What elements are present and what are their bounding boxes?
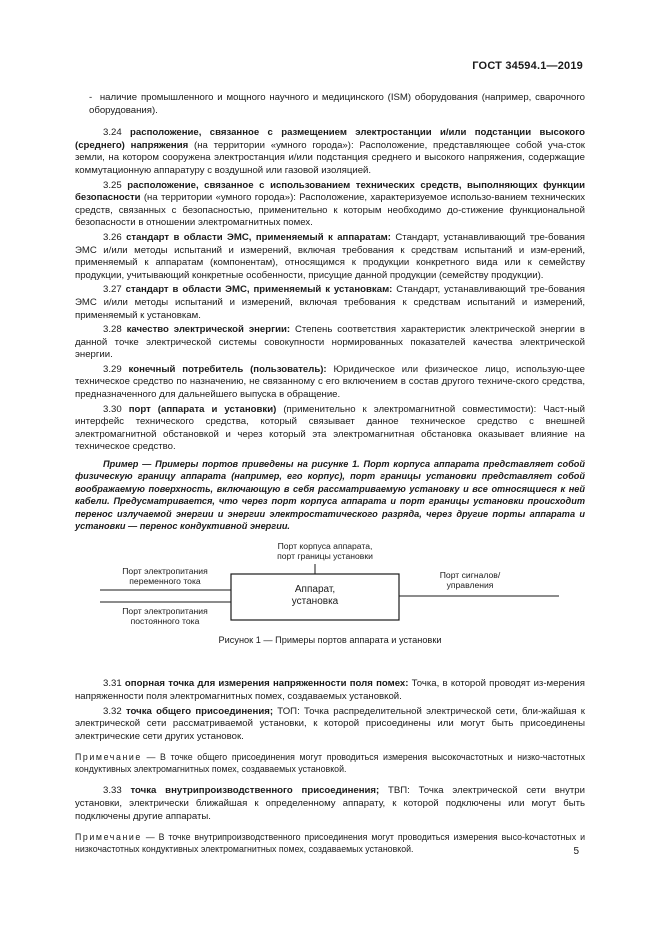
definition-number: 3.26: [103, 231, 122, 243]
definition-3-27: [75, 284, 585, 322]
definition-number: 3.30: [103, 403, 122, 415]
note-1-label: Примечание: [75, 752, 142, 763]
apparatus-label: Аппарат, установка: [291, 584, 339, 608]
intro-bullet-paragraph: [75, 92, 585, 117]
note-2-label: Примечание: [75, 832, 142, 843]
definition-text: Степень соответствия характеристик электрической энергии в данной точке электрической системы совокупности нормированных показателей качества электрической энергии.: [75, 324, 585, 361]
bullet-mark: -: [89, 92, 93, 103]
definition-term: качество электрической энергии:: [126, 324, 291, 336]
note-1: [75, 751, 585, 775]
definition-term: стандарт в области ЭМС, применяемый к аппаратам:: [126, 231, 391, 243]
enclosure-port-label: Порт корпуса аппарата, порт границы установки: [277, 541, 373, 562]
definition-term: точка внутрипроизводственного присоединения;: [130, 785, 380, 797]
definition-term: опорная точка для измерения напряженности поля помех:: [124, 678, 409, 690]
definition-number: 3.24: [103, 127, 122, 139]
definition-text: ТОП: Точка распределительной электрической сети, бли-жайшая к электрической сети рассматриваемой установки, к которой присоединены или могут быть присоединены электрические сети других установок.: [75, 705, 585, 742]
definition-3-32: [75, 706, 585, 744]
example-paragraph: Пример — Примеры портов приведены на рисунке 1. Порт корпуса аппарата представляет собой физическую границу аппарата (например, его корпус), порт границы установки представляет собой воображаемую поверхность, включающую в себя рассматриваемую установку и все относящиеся к ней кабели. Предусматривается, что через порт корпуса аппарата и порт границы установки происходит перенос излучаемой энергии и энергии электростатического разряда, через другие порты аппарата и установки — перенос кондуктивной энергии.: [75, 459, 585, 532]
definition-text: (на территории «умного города»): Расположение, представляющее собой уча-сток земли, на котором сооружена электростанция и/или подстанция среднего и высокого напряжения, содержащие коммутационную аппаратуру с воздушной или газовой изоляцией.: [75, 139, 585, 176]
document-id: ГОСТ 34594.1—2019: [472, 60, 583, 72]
definition-3-30: [75, 404, 585, 454]
definition-3-31: [75, 678, 585, 703]
signal-port-label: Порт сигналов/ управления: [439, 570, 501, 591]
definition-text: Точка, в которой проводят из-мерения напряженности поля электромагнитных помех, создаваемых установкой.: [75, 678, 585, 703]
document-body: [75, 92, 585, 865]
definition-term: стандарт в области ЭМС, применяемый к установкам:: [125, 284, 393, 296]
definition-text: (на территории «умного города»): Расположение, характеризуемое использо-ванием технических средств, связанных с безопасностью, применительно к которым необходимо до-стижение функциональной безопасности в отношении электромагнитных помех.: [75, 192, 585, 229]
note-2: [75, 831, 585, 855]
definition-number: 3.25: [103, 179, 122, 191]
note-1-text: — В точке общего присоединения могут проводиться измерения высокочастотных и низко-частотных кондуктивных электромагнитных помех, создаваемых установкой.: [75, 752, 585, 775]
definition-text: ТВП: Точка электрической сети внутри установки, электрически ближайшая к определенному аппарату, к которой подключены или могут быть подключены другие аппараты.: [75, 785, 585, 822]
dc-power-port-label: Порт электропитания постоянного тока: [122, 606, 208, 627]
definitions-block-1: [75, 127, 585, 454]
definitions-block-3: [75, 785, 585, 823]
definition-3-28: [75, 324, 585, 362]
definition-3-26: [75, 232, 585, 282]
definition-text: Стандарт, устанавливающий тре-бования ЭМС и/или методы испытаний и измерений, включая требования к средствам испытаний и изм-ерений, применяемый к аппаратам (компонентам), относящимся к продукции конкретного вида или к семейству продукции, учитывающий конкретные особенности, присущие данной продукции (семейству продукции).: [75, 231, 586, 281]
definition-number: 3.32: [103, 705, 122, 717]
definition-term: порт (аппарата и установки): [128, 403, 277, 415]
definition-number: 3.28: [103, 324, 122, 336]
note-2-text: — В точке внутрипроизводственного присоединения могут проводиться измерения высо-kочастотных и низкочастотных кондуктивных электромагнитных помех, создаваемых установкой.: [75, 832, 585, 855]
definition-number: 3.27: [103, 284, 122, 296]
definition-term: расположение, связанное с использованием технических средств, выполняющих функции безопасности: [75, 179, 585, 204]
page-number: 5: [573, 846, 579, 857]
ac-power-port-label: Порт электропитания переменного тока: [122, 566, 208, 587]
definition-text: (применительно к электромагнитной совместимости): Част-ный интерфейс технического средства, который связывает данное техническое средство с внешней электромагнитной обстановкой и через который эта электромагнитная обстановка оказывает влияние на техническое средство.: [75, 403, 585, 453]
definition-term: точка общего присоединения;: [125, 705, 274, 717]
definition-number: 3.31: [103, 678, 122, 690]
definition-number: 3.29: [103, 363, 122, 375]
definition-text: Юридическое или физическое лицо, использую-щее техническое средство по назначению, не связанному с его включением в состав другого техниче-ского средства, предназначенного для дальнейшего выпуска в обращение.: [75, 363, 586, 401]
definition-3-29: [75, 364, 585, 402]
definitions-block-2: [75, 678, 585, 743]
definition-3-24: [75, 127, 585, 177]
definition-text: Стандарт, устанавливающий тре-бования ЭМС и/или методы испытаний и измерений, включая требования к средствам испытаний и измерений, применяемый к установкам.: [75, 284, 585, 321]
figure-1: [75, 540, 585, 678]
intro-text: наличие промышленного и мощного научного и медицинского (ISM) оборудования (например, сварочного оборудования).: [89, 92, 585, 116]
definition-number: 3.33: [103, 785, 122, 797]
definition-3-25: [75, 180, 585, 230]
figure-caption: Рисунок 1 — Примеры портов аппарата и установки: [218, 635, 442, 646]
definition-3-33: [75, 785, 585, 823]
definition-term: конечный потребитель (пользователь):: [128, 363, 327, 375]
definition-term: расположение, связанное с размещением электростанции и/или подстанции высокого (среднего) напряжения: [75, 127, 586, 151]
